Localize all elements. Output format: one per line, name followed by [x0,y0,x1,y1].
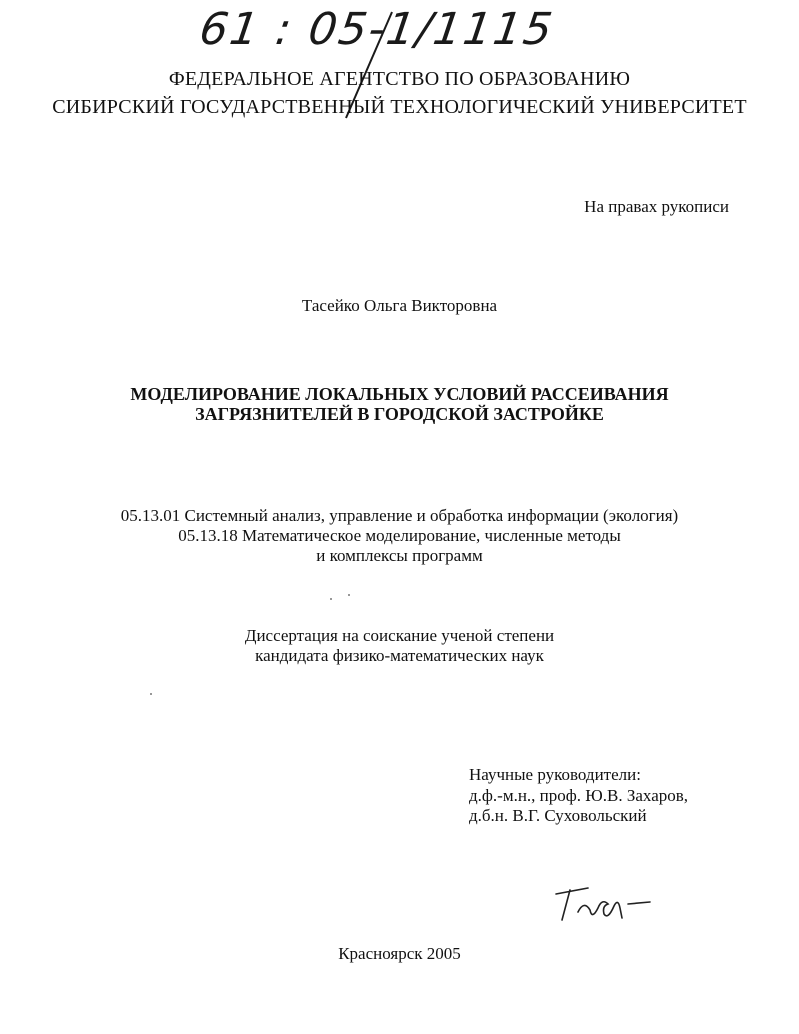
degree-line-2: кандидата физико-математических наук [255,646,544,665]
author-signature [548,880,658,930]
specialty-line-3: и комплексы программ [316,546,483,565]
specialty-line-1: 05.13.01 Системный анализ, управление и обработка информации (экология) [120,506,679,525]
supervisor-item: д.б.н. В.Г. Суховольский [469,806,647,825]
agency-heading: ФЕДЕРАЛЬНОЕ АГЕНТСТВО ПО ОБРАЗОВАНИЮ [168,68,631,90]
supervisors-heading: Научные руководители: [469,765,641,784]
city-and-year: Красноярск 2005 [338,944,461,963]
scan-speck [348,594,350,596]
scan-speck [150,693,152,695]
thesis-title-line-2: ЗАГРЯЗНИТЕЛЕЙ В ГОРОДСКОЙ ЗАСТРОЙКЕ [195,404,604,424]
scan-speck [330,598,332,600]
supervisor-item: д.ф.-м.н., проф. Ю.В. Захаров, [469,786,689,805]
handwritten-archive-mark: 61 : 05-1/1115 [196,4,558,55]
degree-line-1: Диссертация на соискание ученой степени [244,626,555,645]
university-heading: СИБИРСКИЙ ГОСУДАРСТВЕННЫЙ ТЕХНОЛОГИЧЕСКИЙ УНИВЕРСИТЕТ [52,96,747,118]
author-name: Тасейко Ольга Викторовна [301,296,498,315]
rights-note: На правах рукописи [584,197,729,216]
specialty-line-2: 05.13.18 Математическое моделирование, численные методы [178,526,621,545]
thesis-title-line-1: МОДЕЛИРОВАНИЕ ЛОКАЛЬНЫХ УСЛОВИЙ РАССЕИВАНИЯ [130,384,669,404]
